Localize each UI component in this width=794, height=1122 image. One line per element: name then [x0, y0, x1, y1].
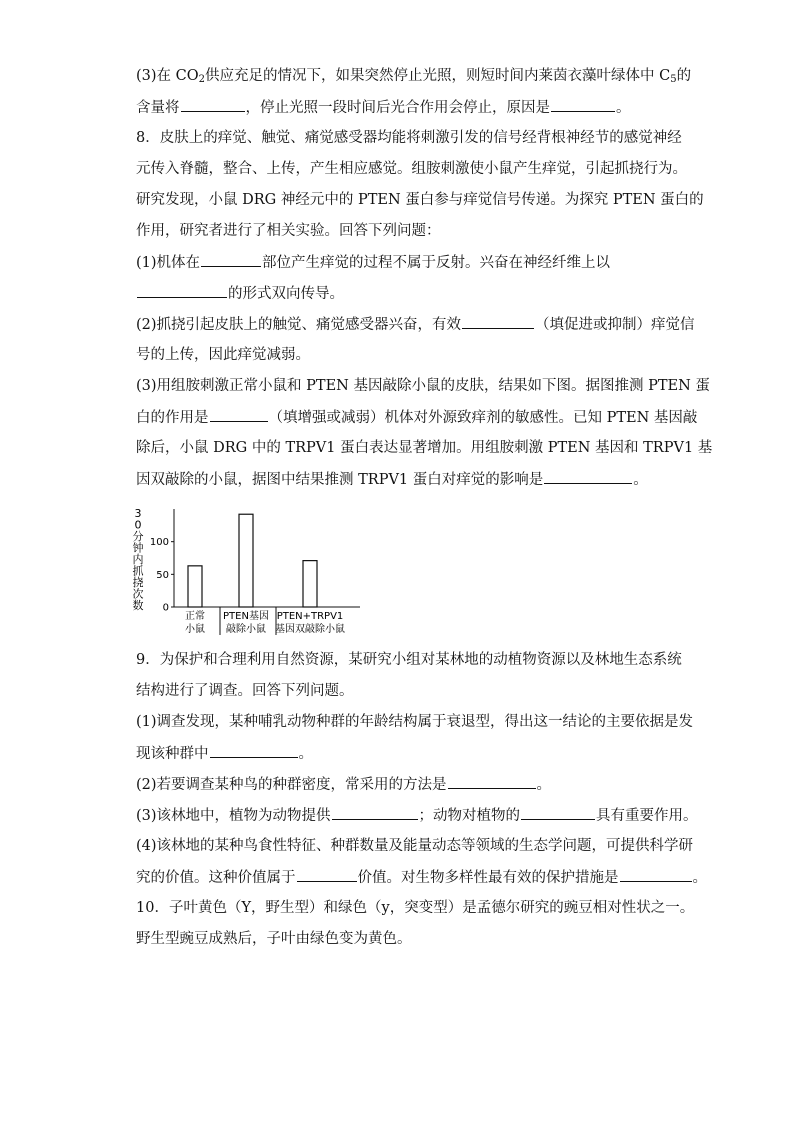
y-axis-label-char: 内: [132, 553, 144, 566]
q9-part4-line1: (4)该林地的某种鸟食性特征、种群数量及能量动态等领域的生态学问题，可提供科学研: [136, 838, 694, 854]
q8-stem-line1: 8．皮肤上的痒觉、触觉、痛觉感受器均能将刺激引发的信号经背根神经节的感觉神经: [136, 130, 682, 146]
answer-blank[interactable]: [462, 314, 534, 329]
q10-stem-line2: 野生型豌豆成熟后，子叶由绿色变为黄色。: [136, 931, 412, 947]
answer-blank[interactable]: [210, 743, 298, 758]
x-category-label: PTEN+TRPV1: [276, 611, 344, 622]
answer-blank[interactable]: [620, 867, 692, 882]
y-tick-label: 50: [156, 569, 169, 581]
x-category-label: PTEN基因: [223, 611, 269, 622]
q8-part3-line3: 除后，小鼠 DRG 中的 TRPV1 蛋白表达显著增加。用组胺刺激 PTEN 基因和 TRPV1 基: [136, 440, 713, 456]
y-axis-label-char: 0: [134, 518, 142, 532]
y-axis-label-char: 抓: [132, 564, 144, 578]
q8-part1-line1: (1)机体在 部位产生痒觉的过程不属于反射。兴奋在神经纤维上以: [136, 252, 610, 273]
q9-part3: (3)该林地中，植物为动物提供 ；动物对植物的 具有重要作用。: [136, 805, 698, 826]
y-axis-label-char: 数: [132, 599, 144, 612]
q8-part3-line2: 白的作用是 （填增强或减弱）机体对外源致痒剂的敏感性。已知 PTEN 基因敲: [136, 407, 697, 428]
q8-stem-line3: 研究发现，小鼠 DRG 神经元中的 PTEN 蛋白参与痒觉信号传递。为探究 PTEN 蛋白的: [136, 192, 704, 208]
bar: [303, 561, 317, 607]
bar: [188, 566, 202, 607]
bar: [239, 514, 253, 607]
q9-part1-line2: 现该种群中 。: [136, 743, 313, 764]
answer-blank[interactable]: [448, 774, 536, 789]
answer-blank[interactable]: [137, 283, 227, 298]
answer-blank[interactable]: [210, 407, 268, 422]
x-category-label: 小鼠: [185, 624, 205, 635]
y-axis-label-char: 3: [134, 507, 142, 520]
y-axis-label-char: 钟: [132, 541, 144, 555]
y-axis-label: [133, 507, 144, 612]
answer-blank[interactable]: [181, 97, 245, 112]
q7-part3-line1: (3)在 $CO_2$供应充足的情况下，如果突然停止光照，则短时间内莱茵衣藻叶绿体中 $C_5$的: [136, 68, 692, 85]
x-category-label: 敲除小鼠: [226, 624, 266, 635]
q8-part1-line2: 的形式双向传导。: [136, 283, 344, 304]
answer-blank[interactable]: [521, 805, 595, 820]
q8-stem-line4: 作用，研究者进行了相关实验。回答下列问题：: [136, 223, 441, 239]
q7-part3-line2: 含量将 ，停止光照一段时间后光合作用会停止，原因是 。: [136, 97, 631, 118]
q9-part4-line2: 究的价值。这种价值属于 价值。对生物多样性最有效的保护措施是 。: [136, 867, 707, 888]
answer-blank[interactable]: [544, 469, 632, 484]
q8-part2-line1: (2)抓挠引起皮肤上的触觉、痛觉感受器兴奋，有效 （填促进或抑制）痒觉信: [136, 314, 695, 335]
q9-part1-line1: (1)调查发现，某种哺乳动物种群的年龄结构属于衰退型，得出这一结论的主要依据是发: [136, 714, 694, 730]
q9-stem-line2: 结构进行了调查。回答下列问题。: [136, 683, 354, 699]
q10-stem-line1: 10．子叶黄色（Y，野生型）和绿色（y，突变型）是孟德尔研究的豌豆相对性状之一。: [136, 900, 695, 916]
y-tick-label: 100: [149, 537, 169, 549]
y-axis-label-char: 分: [132, 530, 144, 543]
q9-stem-line1: 9．为保护和合理利用自然资源，某研究小组对某林地的动植物资源以及林地生态系统: [136, 652, 682, 668]
q9-part2: (2)若要调查某种鸟的种群密度，常采用的方法是 。: [136, 774, 551, 795]
q8-stem-line2: 元传入脊髓，整合、上传，产生相应感觉。组胺刺激使小鼠产生痒觉，引起抓挠行为。: [136, 161, 687, 177]
x-category-label: 基因双敲除小鼠: [275, 624, 345, 635]
x-category-label: 正常: [185, 611, 205, 622]
y-axis-label-char: 挠: [132, 576, 144, 589]
answer-blank[interactable]: [332, 805, 418, 820]
scratch-count-bar-chart: [130, 505, 370, 645]
q8-part3-line1: (3)用组胺刺激正常小鼠和 PTEN 基因敲除小鼠的皮肤，结果如下图。据图推测 PTEN 蛋: [136, 378, 710, 394]
answer-blank[interactable]: [201, 252, 261, 267]
answer-blank[interactable]: [297, 867, 357, 882]
y-tick-label: 0: [162, 602, 169, 614]
answer-blank[interactable]: [551, 97, 615, 112]
q8-part3-line4: 因双敲除的小鼠，据图中结果推测 TRPV1 蛋白对痒觉的影响是 。: [136, 469, 648, 490]
y-axis-label-char: 次: [132, 587, 144, 601]
q8-part2-line2: 号的上传，因此痒觉减弱。: [136, 347, 310, 363]
